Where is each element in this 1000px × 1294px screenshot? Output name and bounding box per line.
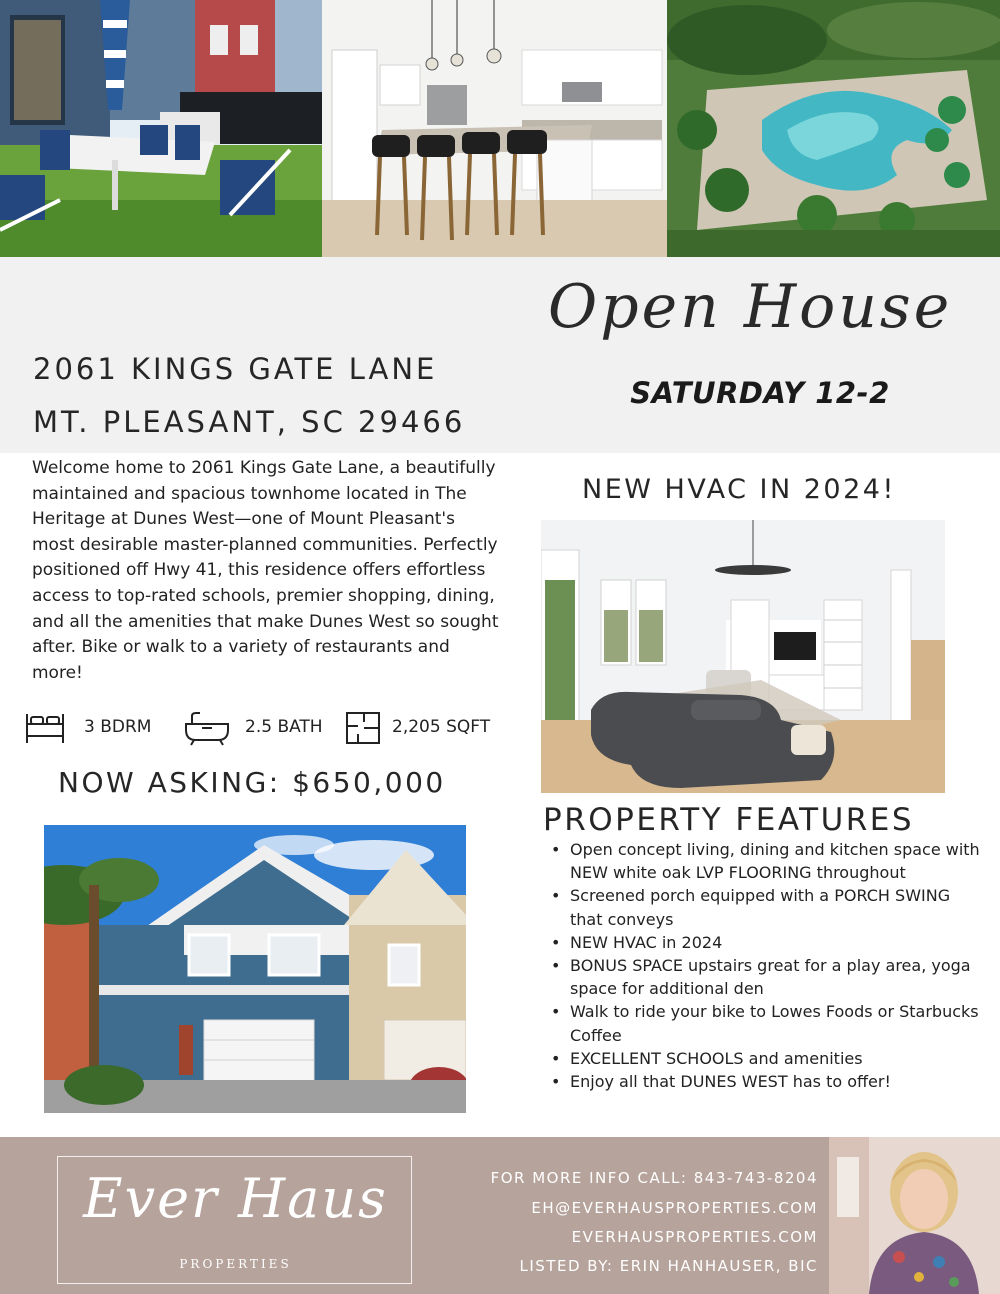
logo-subtitle: PROPERTIES	[179, 1257, 292, 1271]
bathtub-icon	[182, 710, 232, 746]
townhome-exterior-photo	[44, 825, 466, 1113]
square-footage: 2,205 SQFT	[392, 717, 491, 737]
brokerage-logo	[57, 1156, 412, 1284]
contact-email: EH@EVERHAUSPROPERTIES.COM	[531, 1199, 818, 1217]
feature-item: • EXCELLENT SCHOOLS and amenities	[551, 1047, 981, 1070]
property-stats	[24, 710, 514, 746]
features-title: PROPERTY FEATURES	[543, 802, 915, 838]
feature-item: • Screened porch equipped with a PORCH SWING that conveys	[551, 884, 981, 930]
address-line-1: 2061 KINGS GATE LANE	[33, 352, 438, 386]
asking-price: NOW ASKING: $650,000	[58, 766, 446, 799]
kitchen-photo	[322, 0, 667, 257]
address-line-2: MT. PLEASANT, SC 29466	[33, 405, 466, 439]
bedroom-count: 3 BDRM	[84, 717, 152, 737]
feature-item: • Enjoy all that DUNES WEST has to offer!	[551, 1070, 981, 1093]
event-time: SATURDAY 12-2	[630, 376, 890, 410]
feature-item: • BONUS SPACE upstairs great for a play area, yoga space for additional den	[551, 954, 981, 1000]
logo-script-text: Ever Haus	[83, 1167, 388, 1230]
agent-portrait-photo	[829, 1137, 1000, 1294]
contact-phone: FOR MORE INFO CALL: 843-743-8204	[490, 1169, 818, 1187]
bed-icon	[24, 710, 66, 746]
bathroom-count: 2.5 BATH	[245, 717, 323, 737]
open-house-title: Open House	[548, 272, 953, 342]
hvac-headline: NEW HVAC IN 2024!	[582, 474, 896, 505]
feature-item: • Open concept living, dining and kitchen space with NEW white oak LVP FLOORING throughout	[551, 838, 981, 884]
features-list	[551, 838, 981, 1093]
pool-aerial-photo	[667, 0, 1000, 257]
listing-agent: LISTED BY: ERIN HANHAUSER, BIC	[519, 1257, 818, 1275]
patio-photo	[0, 0, 322, 257]
property-description: Welcome home to 2061 Kings Gate Lane, a beautifully maintained and spacious townhome located in The Heritage at Dunes West—one of Mount Pleasant's most desirable master-planned communities. Perfectly positioned off Hwy 41, this residence offers effortless access to top-rated schools, premier shopping, dining, and all the amenities that make Dunes West so sought after. Bike or walk to a variety of restaurants and more!	[32, 458, 499, 683]
contact-website: EVERHAUSPROPERTIES.COM	[571, 1228, 818, 1246]
floorplan-icon	[344, 710, 382, 746]
feature-item: • NEW HVAC in 2024	[551, 931, 981, 954]
living-room-photo	[541, 520, 945, 793]
feature-item: • Walk to ride your bike to Lowes Foods or Starbucks Coffee	[551, 1000, 981, 1046]
